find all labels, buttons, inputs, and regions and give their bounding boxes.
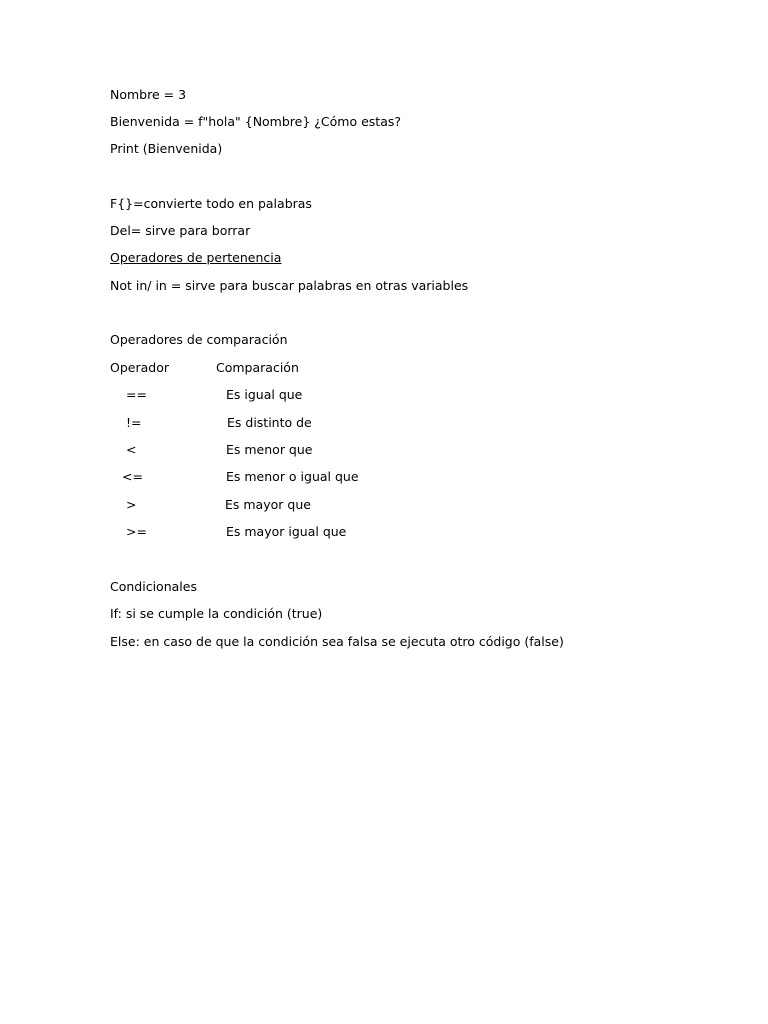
text-line-bienvenida: Bienvenida = f"hola" {Nombre} ¿Cómo estas? (110, 114, 401, 129)
table-row-meaning: Es mayor igual que (226, 524, 347, 539)
table-row-meaning: Es menor o igual que (226, 469, 359, 484)
table-row-operator: < (126, 442, 137, 457)
table-row-meaning: Es menor que (226, 442, 313, 457)
table-row-operator: == (126, 387, 147, 402)
heading-condicionales: Condicionales (110, 579, 197, 594)
text-line-del: Del= sirve para borrar (110, 223, 251, 238)
table-row-operator: <= (122, 469, 143, 484)
text-line-not-in: Not in/ in = sirve para buscar palabras en otras variables (110, 278, 469, 293)
table-row-meaning: Es distinto de (227, 415, 312, 430)
text-line-print: Print (Bienvenida) (110, 141, 223, 156)
heading-operadores-comparacion: Operadores de comparación (110, 332, 288, 347)
table-row-operator: > (126, 497, 137, 512)
table-header-operator: Operador (110, 360, 169, 375)
text-line-else: Else: en caso de que la condición sea falsa se ejecuta otro código (false) (110, 634, 564, 649)
heading-operadores-pertenencia: Operadores de pertenencia (110, 250, 282, 265)
table-row-operator: != (126, 415, 142, 430)
text-line-f-convierte: F{}=convierte todo en palabras (110, 196, 312, 211)
text-line-if: If: si se cumple la condición (true) (110, 606, 323, 621)
table-row-meaning: Es mayor que (225, 497, 311, 512)
table-header-comparison: Comparación (216, 360, 299, 375)
table-row-meaning: Es igual que (226, 387, 303, 402)
table-row-operator: >= (126, 524, 147, 539)
text-line-nombre: Nombre = 3 (110, 87, 187, 102)
